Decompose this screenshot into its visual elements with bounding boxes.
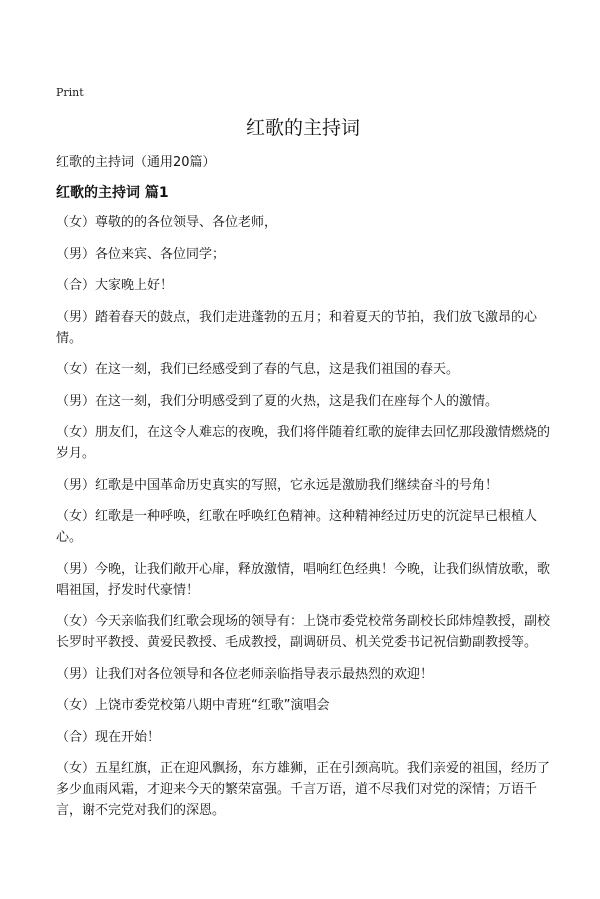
paragraph: （女）在这一刻，我们已经感受到了春的气息，这是我们祖国的春天。 xyxy=(56,362,460,377)
section-title: 红歌的主持词 篇1 xyxy=(56,185,169,201)
print-label: Print xyxy=(56,86,84,99)
paragraph: （合）现在开始！ xyxy=(56,729,161,745)
dialogue-body xyxy=(56,212,550,821)
paragraph: （女）朋友们，在这令人难忘的夜晚，我们将伴随着红歌的旋律去回忆那段激情燃烧的岁月。 xyxy=(56,425,551,461)
paragraph: （男）踏着春天的鼓点，我们走进蓬勃的五月；和着夏天的节拍，我们放飞激昂的心情。 xyxy=(56,309,538,346)
paragraph: （合）大家晚上好！ xyxy=(56,278,174,293)
document-subtitle: 红歌的主持词（通用20篇） xyxy=(56,155,216,170)
paragraph: （女）今天亲临我们红歌会现场的领导有：上饶市委党校常务副校长邱炜煌教授，副校长罗时平教授、黄爱民教授、毛成教授，副调研员、机关党委书记祝信勤副教授等。 xyxy=(56,614,551,650)
paragraph: （女）五星红旗，正在迎风飘扬，东方雄狮，正在引颈高吭。我们亲爱的祖国，经历了多少血雨风霜，才迎来今天的繁荣富强。千言万语，道不尽我们对党的深情；万语千言，谢不完党对我们的深恩。 xyxy=(56,761,551,818)
paragraph: （男）各位来宾、各位同学； xyxy=(56,246,226,262)
paragraph: （女）红歌是一种呼唤，红歌在呼唤红色精神。这种精神经过历史的沉淀早已根植人心。 xyxy=(56,509,538,545)
paragraph: （女）上饶市委党校第八期中青班“红歌”演唱会 xyxy=(56,698,330,713)
paragraph: （男）在这一刻，我们分明感受到了夏的火热，这是我们在座每个人的激情。 xyxy=(56,393,499,409)
paragraph: （男）今晚，让我们敞开心扉，释放激情，唱响红色经典！今晚，让我们纵情放歌，歌唱祖国，抒发时代豪情！ xyxy=(56,561,551,598)
paragraph: （男）让我们对各位领导和各位老师亲临指导表示最热烈的欢迎！ xyxy=(56,666,434,682)
document-title: 红歌的主持词 xyxy=(245,117,360,139)
paragraph: （男）红歌是中国革命历史真实的写照，它永远是激励我们继续奋斗的号角！ xyxy=(56,477,499,493)
paragraph: （女）尊敬的的各位领导、各位老师， xyxy=(56,215,278,230)
